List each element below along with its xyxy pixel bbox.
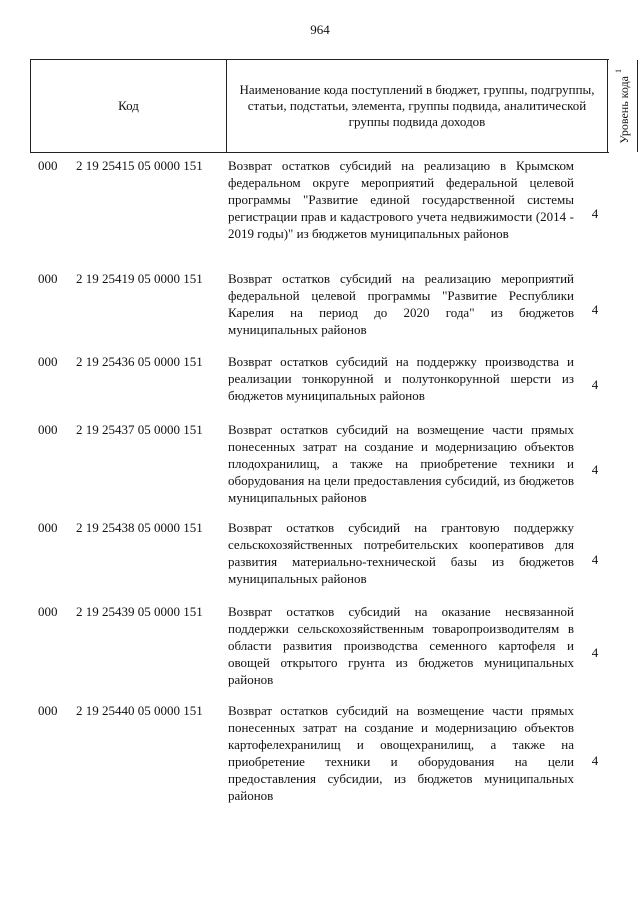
row-level: 4 bbox=[591, 753, 599, 768]
row-name: Возврат остатков субсидий на возмещение части прямых понесенных затрат на создание и модернизацию объектов плодохранилищ, а также на приобретение техники и оборудования на цели предоставления субсидий, из бюджетов муниципальных районов bbox=[228, 422, 574, 505]
row-revenue-code: 2 19 25440 05 0000 151 bbox=[76, 703, 203, 718]
row-revenue-code: 2 19 25415 05 0000 151 bbox=[76, 158, 203, 173]
row-admin-code: 000 bbox=[38, 703, 58, 718]
row-admin-code: 000 bbox=[38, 520, 58, 535]
row-admin-code: 000 bbox=[38, 158, 58, 173]
row-name: Возврат остатков субсидий на поддержку производства и реализации тонкорунной и полутонкорунной шерсти из бюджетов муниципальных районов bbox=[228, 354, 574, 403]
row-revenue-code: 2 19 25439 05 0000 151 bbox=[76, 604, 203, 619]
row-admin-code: 000 bbox=[38, 354, 58, 369]
table-header bbox=[30, 59, 631, 153]
row-admin-code: 000 bbox=[38, 604, 58, 619]
row-level: 4 bbox=[591, 302, 599, 317]
header-code: Код bbox=[31, 60, 227, 152]
row-level: 4 bbox=[591, 552, 599, 567]
header-name: Наименование кода поступлений в бюджет, группы, подгруппы, статьи, подстатьи, элемента, группы подвида, аналитической группы подвида доходов bbox=[227, 60, 608, 152]
row-level: 4 bbox=[591, 462, 599, 477]
header-level bbox=[614, 69, 632, 144]
row-name: Возврат остатков субсидий на возмещение части прямых понесенных затрат на создание и модернизацию объектов картофелехранилищ и овощехранилищ, а также на приобретение техники и оборудования на цели предоставления субсидии, из бюджетов муниципальных районов bbox=[228, 703, 574, 803]
row-revenue-code: 2 19 25419 05 0000 151 bbox=[76, 271, 203, 286]
row-admin-code: 000 bbox=[38, 422, 58, 437]
row-level: 4 bbox=[591, 645, 599, 660]
row-name: Возврат остатков субсидий на оказание несвязанной поддержки сельскохозяйственным товаропроизводителям в области развития производства семенного картофеля и овощей открытого грунта из бюджетов муниципальных районов bbox=[228, 604, 574, 687]
row-revenue-code: 2 19 25436 05 0000 151 bbox=[76, 354, 203, 369]
header-level-label: Уровень кода bbox=[616, 75, 631, 144]
row-admin-code: 000 bbox=[38, 271, 58, 286]
header-level-footnote: 1 bbox=[613, 68, 623, 73]
row-revenue-code: 2 19 25437 05 0000 151 bbox=[76, 422, 203, 437]
row-name: Возврат остатков субсидий на реализацию в Крымском федеральном округе мероприятий федеральной целевой программы "Развитие единой государственной системы регистрации прав и кадастрового учета недвижимости (2014 - 2019 годы)" из бюджетов муниципальных районов bbox=[228, 158, 574, 241]
row-level: 4 bbox=[591, 377, 599, 392]
row-revenue-code: 2 19 25438 05 0000 151 bbox=[76, 520, 203, 535]
page-number: 964 bbox=[310, 22, 330, 37]
row-level: 4 bbox=[591, 206, 599, 221]
row-name: Возврат остатков субсидий на грантовую поддержку сельскохозяйственных потребительских кооперативов для развития материально-технической базы из бюджетов муниципальных районов bbox=[228, 520, 574, 586]
row-name: Возврат остатков субсидий на реализацию мероприятий федеральной целевой программы "Развитие Республики Карелия на период до 2020 года" из бюджетов муниципальных районов bbox=[228, 271, 574, 337]
header-level-cell bbox=[608, 60, 638, 152]
